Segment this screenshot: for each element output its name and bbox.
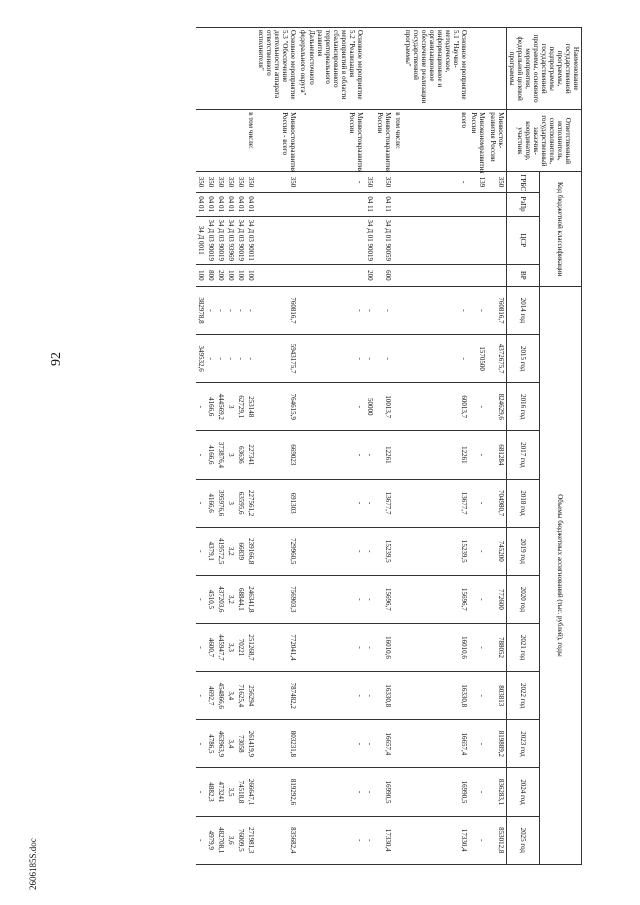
table-row: [216, 28, 226, 865]
row-value-cell: -: [365, 479, 375, 527]
row-responsible-cell: [236, 110, 246, 172]
row-value-cell: 15239,5: [375, 527, 393, 575]
row-value-cell: [393, 768, 403, 816]
header-csr: ЦСР: [506, 216, 539, 264]
row-responsible-cell: [206, 110, 216, 172]
row-rzpr-cell: 04 11: [365, 192, 375, 216]
budget-table: [196, 27, 582, 865]
row-csr-cell: [403, 216, 469, 264]
row-value-cell: 4600,7: [206, 623, 216, 671]
row-value-cell: -: [365, 575, 375, 623]
table-row: [206, 28, 216, 865]
header-name: Наименование государственной программы, подпрограммы государственной программы, основного мероприятия, федеральной целевой программы: [506, 28, 581, 110]
row-vr-cell: 100: [226, 264, 236, 286]
row-responsible-cell: [226, 110, 236, 172]
row-name-cell: Основное мероприятие 5.2 "Реализация мероприятий в области сбалансированного территориального развития Дальневосточного федерального округа": [298, 28, 364, 110]
table-row: [298, 28, 364, 865]
row-value-cell: 3: [226, 431, 236, 479]
row-value-cell: -: [365, 431, 375, 479]
table-body: [196, 28, 506, 865]
header-year: 2020 год: [506, 575, 539, 623]
row-value-cell: -: [236, 335, 246, 383]
row-responsible-cell: Минвосток-развития России: [487, 110, 506, 172]
row-value-cell: [393, 816, 403, 864]
header-vr: ВР: [506, 264, 539, 286]
row-value-cell: 1570500: [469, 335, 487, 383]
row-value-cell: -: [365, 527, 375, 575]
row-grbs-cell: 350: [246, 172, 256, 192]
row-value-cell: 704980,7: [487, 479, 506, 527]
row-value-cell: [393, 335, 403, 383]
header-grbs: ГРБС: [506, 172, 539, 192]
row-value-cell: [393, 527, 403, 575]
row-grbs-cell: 139: [469, 172, 487, 192]
row-value-cell: [393, 623, 403, 671]
row-value-cell: 16010,6: [375, 623, 393, 671]
row-value-cell: -: [469, 575, 487, 623]
row-vr-cell: 200: [365, 264, 375, 286]
row-value-cell: 4166,6: [206, 383, 216, 431]
row-value-cell: 15696,7: [375, 575, 393, 623]
row-vr-cell: 200: [216, 264, 226, 286]
row-grbs-cell: [393, 172, 403, 192]
row-value-cell: 16330,8: [403, 672, 469, 720]
row-value-cell: -: [298, 431, 364, 479]
row-value-cell: 3: [226, 479, 236, 527]
row-csr-cell: [298, 216, 364, 264]
header-year: 2018 год: [506, 479, 539, 527]
header-year: 2023 год: [506, 720, 539, 768]
row-name-cell: [469, 28, 487, 110]
row-value-cell: [393, 286, 403, 334]
header-year: 2021 год: [506, 623, 539, 671]
row-grbs-cell: 350: [226, 172, 236, 192]
row-vr-cell: 100: [246, 264, 256, 286]
row-value-cell: 253148: [246, 383, 256, 431]
row-value-cell: 246341,8: [246, 575, 256, 623]
row-value-cell: -: [236, 286, 246, 334]
row-value-cell: 16330,8: [375, 672, 393, 720]
row-value-cell: -: [216, 335, 226, 383]
row-value-cell: -: [226, 286, 236, 334]
row-value-cell: [393, 672, 403, 720]
row-name-cell: [236, 28, 246, 110]
row-value-cell: 60013,7: [403, 383, 469, 431]
table-row: [365, 28, 375, 865]
header-year: 2019 год: [506, 527, 539, 575]
header-year: 2022 год: [506, 672, 539, 720]
row-value-cell: -: [298, 816, 364, 864]
row-value-cell: 12261: [375, 431, 393, 479]
row-value-cell: 66839: [236, 527, 246, 575]
row-vr-cell: 800: [206, 264, 216, 286]
row-value-cell: 745200: [487, 527, 506, 575]
row-name-cell: [375, 28, 393, 110]
row-value-cell: -: [375, 335, 393, 383]
row-value-cell: -: [246, 335, 256, 383]
row-responsible-cell: в том числе:: [246, 110, 256, 172]
row-value-cell: 4166,6: [206, 431, 216, 479]
row-rzpr-cell: [256, 192, 298, 216]
row-value-cell: -: [298, 575, 364, 623]
row-name-cell: [196, 28, 206, 110]
row-value-cell: [393, 431, 403, 479]
row-rzpr-cell: 04 01: [226, 192, 236, 216]
row-rzpr-cell: [403, 192, 469, 216]
row-value-cell: -: [403, 286, 469, 334]
row-value-cell: 63595,6: [236, 479, 246, 527]
row-value-cell: 15239,5: [403, 527, 469, 575]
row-value-cell: 473241: [216, 768, 226, 816]
row-rzpr-cell: 04 01: [236, 192, 246, 216]
row-value-cell: 3,2: [226, 575, 236, 623]
row-value-cell: -: [196, 527, 206, 575]
row-value-cell: 3,5: [226, 768, 236, 816]
row-value-cell: -: [469, 672, 487, 720]
row-value-cell: -: [226, 335, 236, 383]
row-value-cell: 5943175,7: [256, 335, 298, 383]
row-value-cell: 835682,4: [256, 816, 298, 864]
row-vr-cell: 100: [196, 264, 206, 286]
row-value-cell: -: [246, 286, 256, 334]
row-value-cell: 3: [226, 383, 236, 431]
row-value-cell: -: [365, 623, 375, 671]
row-value-cell: 803813: [487, 672, 506, 720]
row-value-cell: -: [365, 768, 375, 816]
row-value-cell: -: [196, 720, 206, 768]
row-vr-cell: [487, 264, 506, 286]
row-csr-cell: 34 Д 03 90019: [206, 216, 216, 264]
row-csr-cell: 34 Д 03 90011: [246, 216, 256, 264]
header-responsible: Ответственный исполнитель, соисполнитель, государственный заказчик-координатор, участник: [506, 110, 581, 172]
row-value-cell: 819889,2: [487, 720, 506, 768]
row-value-cell: 15696,7: [403, 575, 469, 623]
row-value-cell: -: [196, 479, 206, 527]
table-row: [375, 28, 393, 865]
row-value-cell: 691303: [256, 479, 298, 527]
row-name-cell: [206, 28, 216, 110]
row-value-cell: 71625,4: [236, 672, 246, 720]
row-value-cell: [393, 479, 403, 527]
row-value-cell: -: [196, 768, 206, 816]
row-value-cell: 3,4: [226, 672, 236, 720]
row-value-cell: 445947,7: [216, 623, 226, 671]
header-budget-code: Код бюджетной классификации: [539, 172, 581, 286]
row-value-cell: 463963,9: [216, 720, 226, 768]
row-value-cell: 74518,8: [236, 768, 246, 816]
page-number: 92: [49, 352, 64, 366]
row-value-cell: 13677,7: [375, 479, 393, 527]
row-value-cell: -: [196, 623, 206, 671]
row-responsible-cell: Минвостокразвития России - всего: [256, 110, 298, 172]
row-rzpr-cell: [487, 192, 506, 216]
row-value-cell: 772041,4: [256, 623, 298, 671]
row-value-cell: 4166,6: [206, 479, 216, 527]
row-name-cell: [365, 28, 375, 110]
row-value-cell: 4372675,7: [487, 335, 506, 383]
row-name-cell: [216, 28, 226, 110]
row-value-cell: -: [298, 286, 364, 334]
row-value-cell: 68844,1: [236, 575, 246, 623]
row-value-cell: -: [469, 383, 487, 431]
row-value-cell: -: [469, 623, 487, 671]
row-rzpr-cell: 04 01: [246, 192, 256, 216]
row-responsible-cell: [365, 110, 375, 172]
row-name-cell: [487, 28, 506, 110]
row-value-cell: 76009,5: [236, 816, 246, 864]
row-csr-cell: 34 Д 0011: [196, 216, 206, 264]
header-year: 2025 год: [506, 816, 539, 864]
row-grbs-cell: 350: [487, 172, 506, 192]
row-vr-cell: 600: [375, 264, 393, 286]
row-value-cell: 16990,5: [375, 768, 393, 816]
row-value-cell: 444569,2: [216, 383, 226, 431]
row-value-cell: 454866,6: [216, 672, 226, 720]
row-vr-cell: [298, 264, 364, 286]
row-value-cell: 10013,7: [375, 383, 393, 431]
row-csr-cell: [487, 216, 506, 264]
row-value-cell: -: [196, 383, 206, 431]
row-value-cell: 4882,3: [206, 768, 216, 816]
row-name-cell: Основное мероприятие 5.1 "Научно-методическое, информационное и организационное обеспечение реализации государственной программы": [403, 28, 469, 110]
table-row: [256, 28, 298, 865]
row-value-cell: 382978,8: [196, 286, 206, 334]
header-rzpr: РзПр: [506, 192, 539, 216]
row-responsible-cell: Минэкономразвития России: [469, 110, 487, 172]
row-grbs-cell: 350: [216, 172, 226, 192]
row-value-cell: 4510,5: [206, 575, 216, 623]
row-value-cell: 16010,6: [403, 623, 469, 671]
row-responsible-cell: в том числе:: [393, 110, 403, 172]
row-rzpr-cell: [298, 192, 364, 216]
row-value-cell: 13677,7: [403, 479, 469, 527]
row-grbs-cell: -: [298, 172, 364, 192]
row-value-cell: -: [403, 335, 469, 383]
row-value-cell: -: [375, 286, 393, 334]
row-responsible-cell: всего: [403, 110, 469, 172]
row-value-cell: 17330,4: [403, 816, 469, 864]
row-value-cell: 824629,6: [487, 383, 506, 431]
row-value-cell: -: [196, 431, 206, 479]
row-value-cell: 73058: [236, 720, 246, 768]
row-value-cell: 63636: [236, 431, 246, 479]
row-value-cell: 437203,6: [216, 575, 226, 623]
row-rzpr-cell: [469, 192, 487, 216]
row-value-cell: 681284: [487, 431, 506, 479]
row-vr-cell: 100: [236, 264, 246, 286]
row-value-cell: -: [298, 335, 364, 383]
row-value-cell: -: [206, 286, 216, 334]
row-value-cell: -: [365, 335, 375, 383]
row-vr-cell: [393, 264, 403, 286]
table-row: [196, 28, 206, 865]
document-id: 2606185S.doc: [28, 838, 38, 890]
row-value-cell: 764615,9: [256, 383, 298, 431]
row-value-cell: 373876,4: [216, 431, 226, 479]
row-csr-cell: 34 Д 01 90059: [375, 216, 393, 264]
row-value-cell: 3,2: [226, 527, 236, 575]
row-value-cell: 803231,8: [256, 720, 298, 768]
row-value-cell: -: [216, 286, 226, 334]
row-value-cell: 251268,7: [246, 623, 256, 671]
row-value-cell: 261419,9: [246, 720, 256, 768]
row-responsible-cell: Минвостокразвития России: [298, 110, 364, 172]
row-value-cell: 772600: [487, 575, 506, 623]
row-value-cell: -: [469, 286, 487, 334]
row-value-cell: 227561,2: [246, 479, 256, 527]
table-row: [236, 28, 246, 865]
row-csr-cell: 34 Д 03 90019: [236, 216, 246, 264]
row-value-cell: 4379,1: [206, 527, 216, 575]
budget-table-sheet: [57, 27, 582, 865]
row-value-cell: -: [469, 768, 487, 816]
row-grbs-cell: 350: [236, 172, 246, 192]
row-vr-cell: [469, 264, 487, 286]
row-value-cell: [393, 720, 403, 768]
row-csr-cell: [469, 216, 487, 264]
header-year: 2014 год: [506, 286, 539, 334]
row-name-cell: [226, 28, 236, 110]
row-value-cell: 50000: [365, 383, 375, 431]
row-value-cell: -: [469, 431, 487, 479]
row-value-cell: 271981,3: [246, 816, 256, 864]
row-value-cell: 3,6: [226, 816, 236, 864]
row-grbs-cell: 350: [196, 172, 206, 192]
row-csr-cell: [256, 216, 298, 264]
row-grbs-cell: 350: [365, 172, 375, 192]
row-value-cell: -: [298, 383, 364, 431]
row-value-cell: 395976,6: [216, 479, 226, 527]
row-value-cell: 16990,5: [403, 768, 469, 816]
row-value-cell: 70221: [236, 623, 246, 671]
row-value-cell: 482708,1: [216, 816, 226, 864]
row-value-cell: 62729,1: [236, 383, 246, 431]
table-row: [226, 28, 236, 865]
table-row: [246, 28, 256, 865]
row-value-cell: 227341: [246, 431, 256, 479]
row-value-cell: 3,3: [226, 623, 236, 671]
table-row: [403, 28, 469, 865]
row-value-cell: 788052: [487, 623, 506, 671]
row-csr-cell: 34 Д 03 93969: [226, 216, 236, 264]
row-name-cell: Основное мероприятие 5.3 "Обеспечение деятельности аппарата ответственного исполнителя": [256, 28, 298, 110]
header-year: 2017 год: [506, 431, 539, 479]
row-value-cell: -: [469, 479, 487, 527]
row-value-cell: 760816,7: [487, 286, 506, 334]
row-value-cell: 819292,6: [256, 768, 298, 816]
row-value-cell: -: [298, 623, 364, 671]
table-row: [469, 28, 487, 865]
header-volumes: Объемы бюджетных ассигнований (тыс. рублей), годы: [539, 286, 581, 864]
row-name-cell: [246, 28, 256, 110]
row-value-cell: 756903,3: [256, 575, 298, 623]
row-value-cell: -: [365, 286, 375, 334]
table-row: [393, 28, 403, 865]
row-value-cell: -: [469, 816, 487, 864]
row-value-cell: -: [298, 720, 364, 768]
row-value-cell: -: [365, 816, 375, 864]
row-rzpr-cell: 04 01: [196, 192, 206, 216]
row-value-cell: -: [298, 527, 364, 575]
row-value-cell: -: [298, 672, 364, 720]
row-responsible-cell: Минвостокразвития России: [375, 110, 393, 172]
row-value-cell: 419572,5: [216, 527, 226, 575]
row-csr-cell: 34 Д 01 90019: [365, 216, 375, 264]
row-value-cell: 16657,4: [403, 720, 469, 768]
row-value-cell: 12261: [403, 431, 469, 479]
row-rzpr-cell: 04 01: [206, 192, 216, 216]
row-value-cell: -: [196, 575, 206, 623]
row-grbs-cell: 350: [256, 172, 298, 192]
row-value-cell: -: [298, 768, 364, 816]
row-value-cell: [393, 575, 403, 623]
row-value-cell: [393, 383, 403, 431]
header-year: 2015 год: [506, 335, 539, 383]
row-value-cell: 349532,6: [196, 335, 206, 383]
row-value-cell: 787482,2: [256, 672, 298, 720]
row-vr-cell: [403, 264, 469, 286]
row-value-cell: 256294: [246, 672, 256, 720]
row-value-cell: 239166,8: [246, 527, 256, 575]
row-value-cell: -: [469, 720, 487, 768]
row-value-cell: 669023: [256, 431, 298, 479]
row-value-cell: 4786,5: [206, 720, 216, 768]
row-value-cell: -: [298, 479, 364, 527]
header-year: 2024 год: [506, 768, 539, 816]
row-value-cell: 3,4: [226, 720, 236, 768]
header-year: 2016 год: [506, 383, 539, 431]
row-value-cell: 266647,1: [246, 768, 256, 816]
row-value-cell: 4692,7: [206, 672, 216, 720]
row-vr-cell: [256, 264, 298, 286]
row-value-cell: 729960,5: [256, 527, 298, 575]
row-grbs-cell: 350: [206, 172, 216, 192]
row-value-cell: -: [196, 816, 206, 864]
row-grbs-cell: -: [403, 172, 469, 192]
row-rzpr-cell: 04 11: [375, 192, 393, 216]
row-rzpr-cell: [393, 192, 403, 216]
row-value-cell: 17330,4: [375, 816, 393, 864]
row-value-cell: -: [365, 720, 375, 768]
row-rzpr-cell: 04 01: [216, 192, 226, 216]
row-csr-cell: 34 Д 03 90019: [216, 216, 226, 264]
row-value-cell: 4979,9: [206, 816, 216, 864]
row-value-cell: 836283,1: [487, 768, 506, 816]
row-value-cell: -: [206, 335, 216, 383]
row-value-cell: -: [196, 672, 206, 720]
row-grbs-cell: 350: [375, 172, 393, 192]
row-responsible-cell: [196, 110, 206, 172]
row-value-cell: 16657,4: [375, 720, 393, 768]
row-responsible-cell: [216, 110, 226, 172]
row-name-cell: [393, 28, 403, 110]
row-value-cell: 853012,8: [487, 816, 506, 864]
row-value-cell: 760816,7: [256, 286, 298, 334]
row-csr-cell: [393, 216, 403, 264]
row-value-cell: -: [365, 672, 375, 720]
row-value-cell: -: [469, 527, 487, 575]
table-row: [487, 28, 506, 865]
